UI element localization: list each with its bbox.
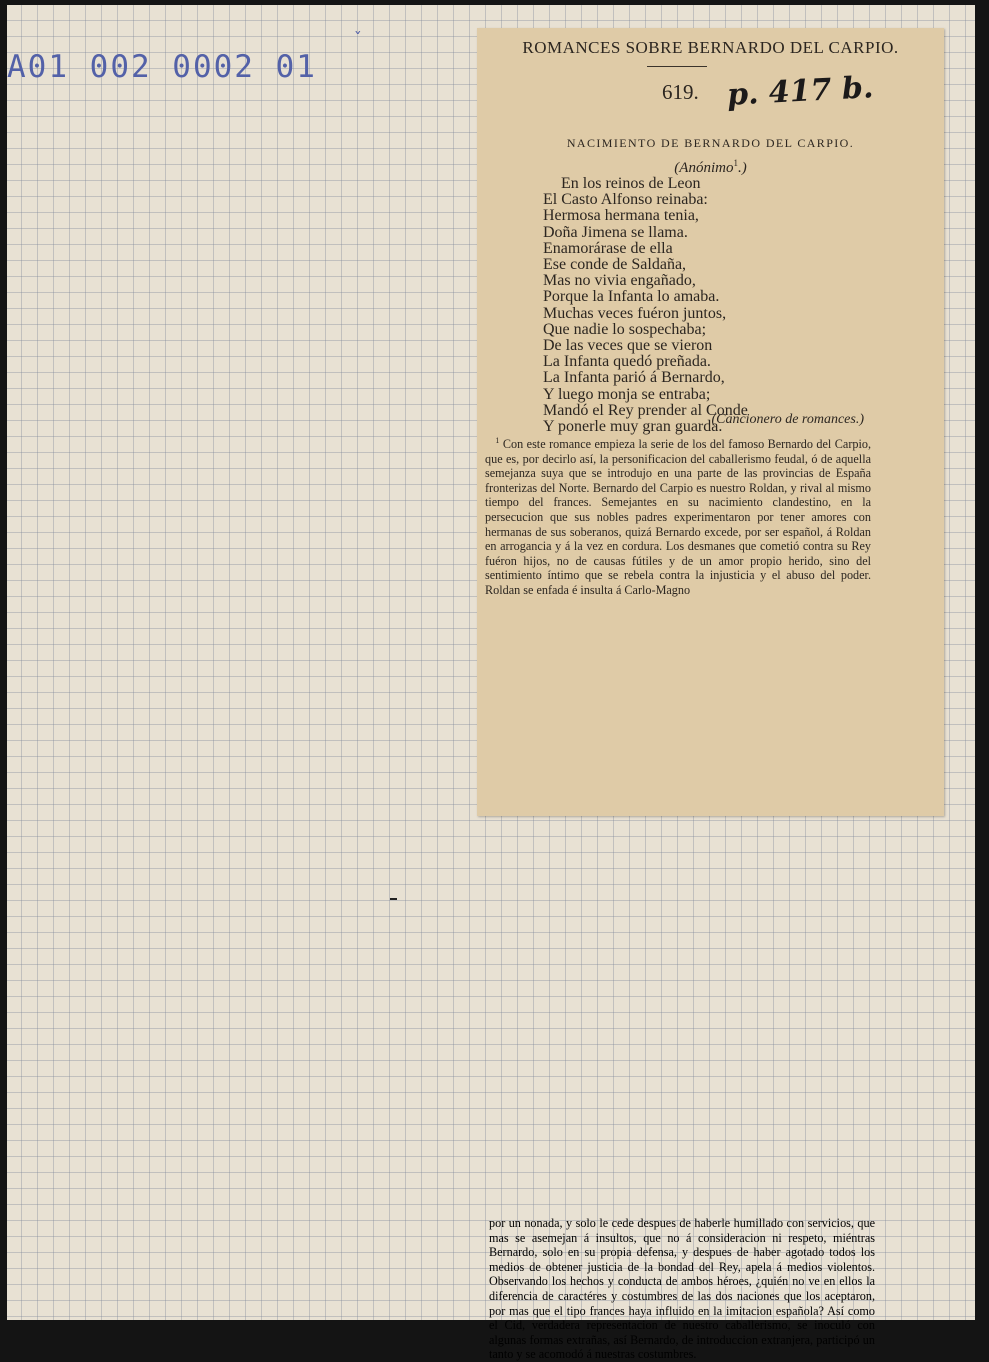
verse-line: La Infanta quedó preñada. xyxy=(543,353,711,371)
author-line xyxy=(489,158,932,177)
clipping-continuation xyxy=(477,618,887,1362)
footnote-part-1 xyxy=(485,434,871,598)
source-citation: (Cancionero de romances.) xyxy=(711,412,864,427)
footnote-text-1: Con este romance empieza la serie de los del famoso Bernardo del Carpio, que es, por decirlo así, la personificacion del caballerismo feudal, ó de aquella semejanza suya que se introdujo en una parte de las provincias de España fronterizas del Norte. Bernardo del Carpio es nuestro Roldan, y rival al mismo tiempo del frances. Semejantes en su nacimiento clandestino, en la persecucion que sus nobles padres experimentaron por tener amores con hermanas de sus soberanos, quizá Bernardo excede, por ser español, á Roldan en arrogancia y á la vez en cordura. Los desmanes que cometió contra su Rey fuéron hijos, no de causas fútiles y de un amor propio herido, sino del sentimiento íntimo que se rebela contra la injusticia y el abuso del poder. Roldan se enfada é insulta á Carlo-Magno xyxy=(485,437,872,597)
footnote-part-2: por un nonada, y solo le cede despues de haberle humillado con servicios, que mas se asemejan á insultos, que no á consideracion ni respeto, miéntras Bernardo, solo en su propia defensa, y despues de haber agotado todos los medios de obtener justicia de la bondad del Rey, apela á medios violentos. Observando los hechos y conducta de ambos héroes, ¿quién no ve en ellos la diferencia de caractéres y costumbres de las dos naciones que los aceptaron, por mas que el tipo frances haya influido en la imitacion española? Así como el Cid, verdadera representacion de nuestro caballerismo, se inoculó con algunas formas extrañas, así Bernardo, de introduccion extranjera, participó un tanto y se acomodó á nuestras costumbres. xyxy=(489,1216,875,1362)
check-mark-icon: ˇ xyxy=(353,29,365,48)
verse-line: En los reinos de Leon xyxy=(561,175,701,192)
handwritten-annotation: p. 417 b. xyxy=(726,70,875,113)
header-divider xyxy=(647,66,707,67)
clipping-header: ROMANCES SOBRE BERNARDO DEL CARPIO. xyxy=(522,38,899,57)
verse-line: El Casto Alfonso reinaba: xyxy=(543,191,708,209)
verse-line: Y luego monja se entraba; xyxy=(543,385,711,403)
verse-line: De las veces que se vieron xyxy=(543,337,713,355)
verse-line: Y ponerle muy gran guarda. xyxy=(543,418,723,436)
pencil-mark xyxy=(390,898,397,900)
footnote-marker: 1 xyxy=(495,436,500,445)
archive-code: A01 002 0002 01 xyxy=(7,49,317,85)
verse-line: Muchas veces fuéron juntos, xyxy=(543,304,727,322)
author-close: .) xyxy=(737,160,747,176)
archive-stamp xyxy=(7,29,427,89)
verse-line: Hermosa hermana tenia, xyxy=(543,207,699,225)
romance-number: 619. xyxy=(662,80,699,104)
verse-line: La Infanta parió á Bernardo, xyxy=(543,369,725,387)
verse-line: Doña Jimena se llama. xyxy=(543,223,688,241)
poem-verses xyxy=(543,176,748,435)
verse-line: Enamorárase de ella xyxy=(543,239,673,257)
author-note-marker: 1 xyxy=(733,158,738,168)
verse-line: Mas no vivia engañado, xyxy=(543,272,696,290)
verse-line: Porque la Infanta lo amaba. xyxy=(543,288,720,306)
verse-line: Que nadie lo sospechaba; xyxy=(543,320,707,338)
verse-line: Mandó el Rey prender al Conde xyxy=(543,401,748,419)
verse-line: Ese conde de Saldaña, xyxy=(543,256,687,274)
author-text: (Anónimo xyxy=(674,160,734,176)
romance-title: NACIMIENTO DE BERNARDO DEL CARPIO. xyxy=(566,136,855,150)
